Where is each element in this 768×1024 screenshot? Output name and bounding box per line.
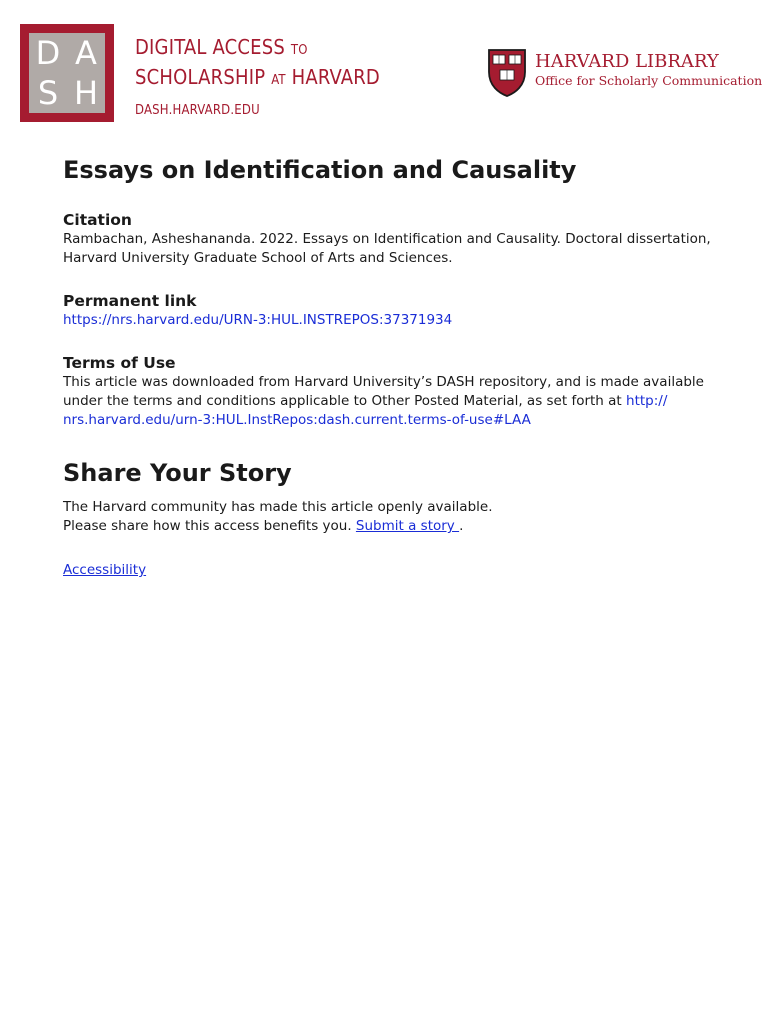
dash-logo bbox=[20, 24, 114, 122]
dash-title-line-1-main: DIGITAL ACCESS bbox=[135, 35, 291, 59]
accessibility-link[interactable]: Accessibility bbox=[63, 562, 147, 578]
permalink-heading: Permanent link bbox=[63, 292, 197, 310]
terms-section bbox=[63, 353, 713, 430]
harvard-shield-icon bbox=[487, 48, 527, 98]
harvard-library-text bbox=[535, 51, 762, 89]
document-content bbox=[63, 153, 713, 580]
share-story-body bbox=[63, 498, 713, 536]
terms-paragraph bbox=[63, 373, 713, 430]
terms-text: This article was downloaded from Harvard University’s DASH repository, and is made available under the terms and conditions applicable to Other Posted Material, as set forth at bbox=[63, 374, 704, 409]
dash-title-line-1-small: TO bbox=[290, 43, 308, 58]
permalink-link[interactable]: https://nrs.harvard.edu/URN-3:HUL.INSTREPOS:37371934 bbox=[63, 312, 453, 328]
dash-url[interactable]: DASH.HARVARD.EDU bbox=[135, 103, 260, 118]
dash-title-line-2-small: AT bbox=[271, 73, 286, 88]
dash-logo-grid bbox=[29, 33, 105, 113]
share-story-heading: Share Your Story bbox=[63, 459, 292, 487]
dash-logo-letter-h: H bbox=[73, 74, 99, 112]
citation-section bbox=[63, 210, 713, 268]
dash-title-line-2-main: SCHOLARSHIP bbox=[135, 65, 272, 89]
dash-title bbox=[135, 34, 380, 120]
dash-title-line-2 bbox=[135, 64, 380, 94]
citation-heading: Citation bbox=[63, 211, 132, 229]
dash-title-line-1 bbox=[135, 34, 380, 64]
dash-logo-letter-a: A bbox=[75, 34, 97, 72]
dash-title-line-2-end: HARVARD bbox=[285, 65, 380, 89]
harvard-library-name: HARVARD LIBRARY bbox=[535, 51, 719, 72]
terms-heading: Terms of Use bbox=[63, 354, 176, 372]
share-line-2 bbox=[63, 517, 713, 536]
terms-link-line-1: http:// bbox=[626, 393, 668, 409]
document-title: Essays on Identification and Causality bbox=[63, 156, 577, 184]
dash-logo-letter-s: S bbox=[37, 74, 59, 112]
share-line-1: The Harvard community has made this article openly available. bbox=[63, 499, 493, 515]
share-line-2-text: Please share how this access benefits you. bbox=[63, 518, 356, 534]
citation-text: Rambachan, Asheshananda. 2022. Essays on Identification and Causality. Doctoral dissertation, Harvard University Graduate School of Arts and Sciences. bbox=[63, 231, 711, 266]
harvard-library-subtitle: Office for Scholarly Communication bbox=[535, 73, 763, 88]
permalink-paragraph bbox=[63, 311, 713, 330]
dash-logo-letter-d: D bbox=[35, 34, 61, 72]
permalink-section bbox=[63, 291, 713, 330]
submit-story-link[interactable]: Submit a story bbox=[355, 518, 460, 534]
share-line-2-end: . bbox=[459, 518, 464, 534]
terms-link-line-2: nrs.harvard.edu/urn-3:HUL.InstRepos:dash.current.terms-of-use#LAA bbox=[63, 412, 531, 428]
